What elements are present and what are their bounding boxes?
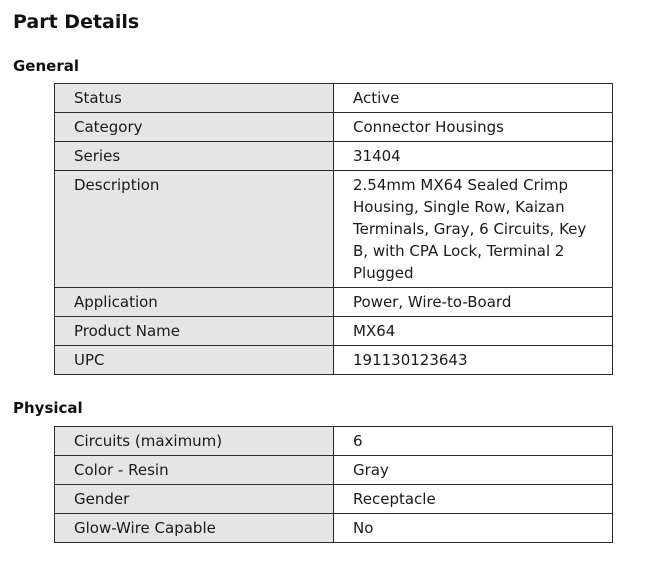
row-value-category: Connector Housings bbox=[334, 113, 613, 142]
section-heading-physical: Physical bbox=[13, 399, 83, 417]
table-row bbox=[55, 346, 613, 375]
row-value-upc: 191130123643 bbox=[334, 346, 613, 375]
table-row bbox=[55, 317, 613, 346]
row-value-color-resin: Gray bbox=[334, 456, 613, 485]
row-label-upc: UPC bbox=[55, 346, 334, 375]
row-label-application: Application bbox=[55, 288, 334, 317]
row-value-product-name: MX64 bbox=[334, 317, 613, 346]
row-label-color-resin: Color - Resin bbox=[55, 456, 334, 485]
table-row bbox=[55, 142, 613, 171]
row-value-circuits: 6 bbox=[334, 427, 613, 456]
page-title: Part Details bbox=[13, 11, 140, 33]
row-value-application: Power, Wire-to-Board bbox=[334, 288, 613, 317]
table-row bbox=[55, 456, 613, 485]
table-row bbox=[55, 84, 613, 113]
table-row bbox=[55, 427, 613, 456]
row-value-gender: Receptacle bbox=[334, 485, 613, 514]
row-value-status: Active bbox=[334, 84, 613, 113]
table-row bbox=[55, 514, 613, 543]
row-label-series: Series bbox=[55, 142, 334, 171]
row-label-circuits: Circuits (maximum) bbox=[55, 427, 334, 456]
table-row bbox=[55, 171, 613, 288]
row-value-description: 2.54mm MX64 Sealed Crimp Housing, Single Row, Kaizan Terminals, Gray, 6 Circuits, Key B, with CPA Lock, Terminal 2 Plugged bbox=[334, 171, 613, 288]
row-label-glow-wire: Glow-Wire Capable bbox=[55, 514, 334, 543]
physical-table bbox=[54, 426, 613, 543]
section-heading-general: General bbox=[13, 57, 79, 75]
row-value-glow-wire: No bbox=[334, 514, 613, 543]
row-label-gender: Gender bbox=[55, 485, 334, 514]
general-table bbox=[54, 83, 613, 375]
table-row bbox=[55, 485, 613, 514]
row-label-description: Description bbox=[55, 171, 334, 288]
row-label-product-name: Product Name bbox=[55, 317, 334, 346]
row-label-status: Status bbox=[55, 84, 334, 113]
row-value-series: 31404 bbox=[334, 142, 613, 171]
table-row bbox=[55, 288, 613, 317]
table-row bbox=[55, 113, 613, 142]
row-label-category: Category bbox=[55, 113, 334, 142]
